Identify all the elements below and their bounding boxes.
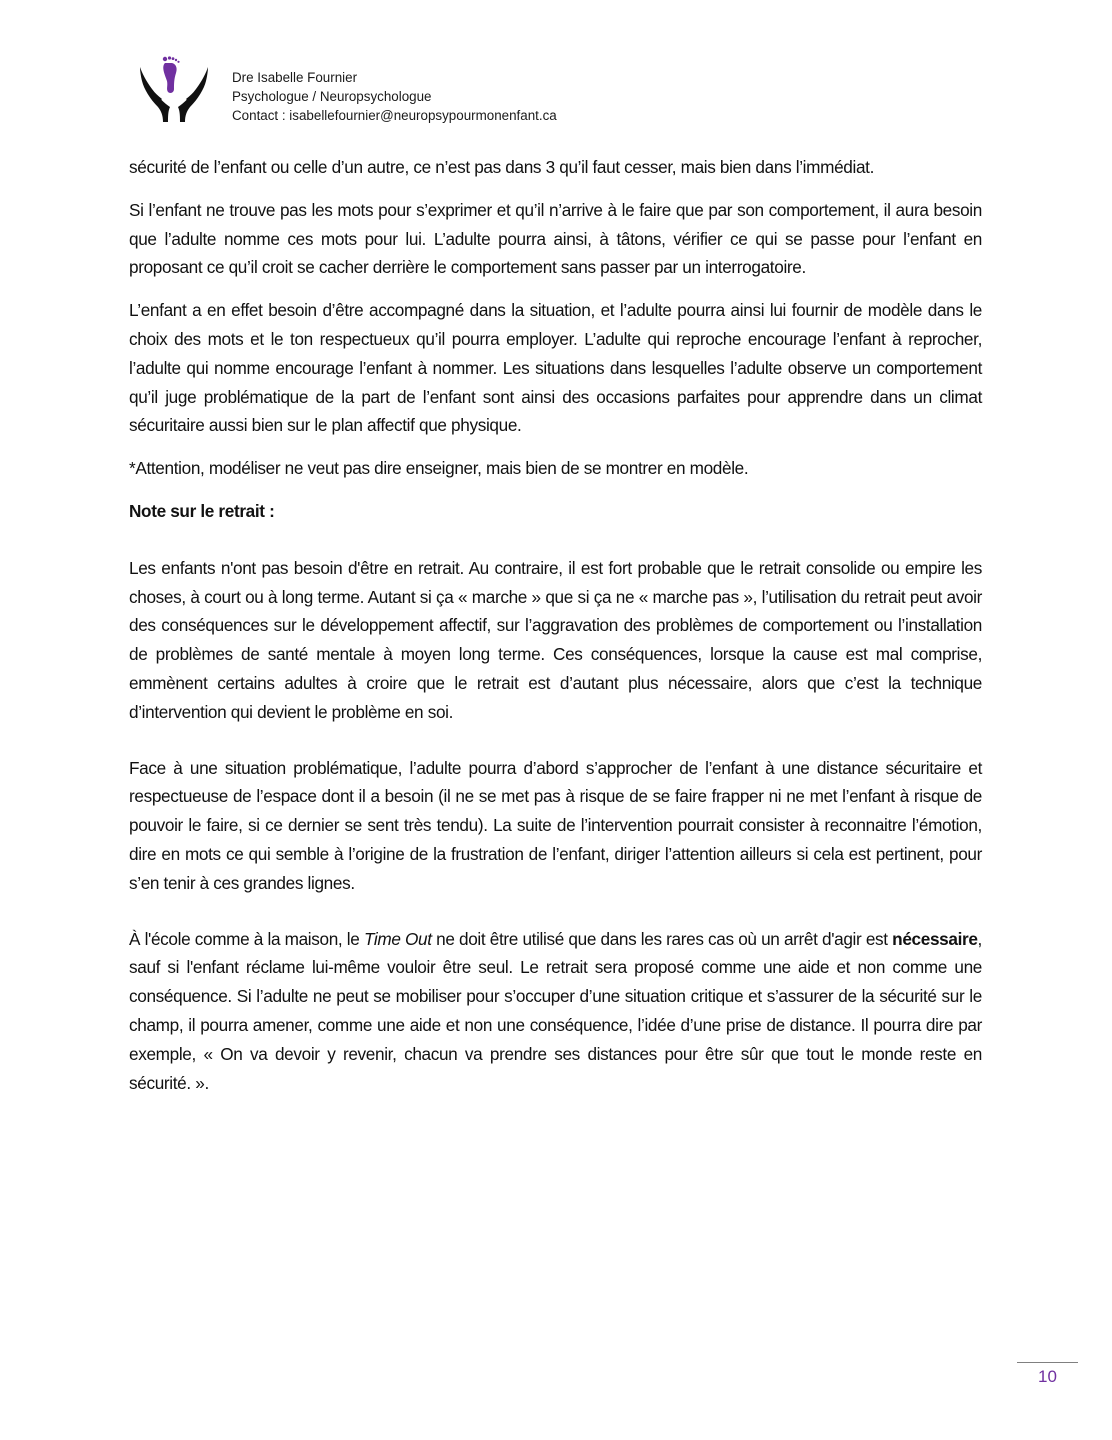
letterhead-text xyxy=(232,68,557,125)
paragraph-2: Si l’enfant ne trouve pas les mots pour s’exprimer et qu’il n’arrive à le faire que par son comportement, il aura besoin que l’adulte nomme ces mots pour lui. L’adulte pourra ainsi, à tâtons, vérifier ce qui se passe pour l’enfant en proposant ce qu’il croit se cacher derrière le comportement sans passer par un interrogatoire. xyxy=(129,199,982,278)
p7-text-2: ne doit être utilisé que dans les rares cas où un arrêt d'agir est xyxy=(431,928,893,949)
p7-bold-necessaire: nécessaire xyxy=(892,928,978,949)
author-contact: Contact : isabellefournier@neuropsypourmonenfant.ca xyxy=(232,108,557,123)
hands-holding-foot-logo-icon xyxy=(138,55,210,123)
paragraph-7 xyxy=(129,925,982,1098)
footer-divider xyxy=(1017,1362,1078,1363)
p7-text-1: À l'école comme à la maison, le xyxy=(129,928,364,949)
attention-note: *Attention, modéliser ne veut pas dire enseigner, mais bien de se montrer en modèle. xyxy=(129,458,749,479)
author-title: Psychologue / Neuropsychologue xyxy=(232,89,432,104)
paragraph-1: sécurité de l’enfant ou celle d’un autre, ce n’est pas dans 3 qu’il faut cesser, mais bien dans l’immédiat. xyxy=(129,157,875,177)
paragraph-5: Les enfants n'ont pas besoin d'être en retrait. Au contraire, il est fort probable que le retrait consolide ou empire les choses, à court ou à long terme. Autant si ça « marche » que si ça ne « marche pas », l’utilisation du retrait peut avoir des conséquences sur le développement affectif, sur l’aggravation des problèmes de comportement ou l’installation de problèmes de santé mentale à moyen long terme. Ces conséquences, lorsque la cause est mal comprise, emmènent certains adultes à croire que le retrait est d’autant plus nécessaire, alors que c’est la technique d’intervention qui devient le problème en soi. xyxy=(129,557,982,722)
paragraph-3: L’enfant a en effet besoin d’être accompagné dans la situation, et l’adulte pourra ainsi lui fournir de modèle dans le choix des mots et le ton respectueux qu’il pourra employer. L’adulte qui reproche encourage l’enfant à reprocher, l’adulte qui nomme encourage l’enfant à nommer. Les situations dans lesquelles l’adulte observe un comportement qu’il juge problématique de la part de l’enfant sont ainsi des occasions parfaites pour apprendre dans un climat sécuritaire aussi bien sur le plan affectif que physique. xyxy=(129,300,982,436)
section-heading-retrait: Note sur le retrait : xyxy=(129,500,275,521)
paragraph-6: Face à une situation problématique, l’adulte pourra d’abord s’approcher de l’enfant à une distance sécuritaire et respectueuse de l’espace dont il a besoin (il ne se met pas à risque de se faire frapper ni ne met l’enfant à risque de pouvoir le faire, si ce dernier se sent très tendu). La suite de l’intervention pourrait consister à reconnaitre l’émotion, dire en mots ce qui semble à l’origine de la frustration de l’enfant, diriger l’attention ailleurs si cela est pertinent, pour s’en tenir à ces grandes lignes. xyxy=(129,757,982,893)
page-number: 10 xyxy=(1038,1367,1057,1386)
p7-italic-time-out: Time Out xyxy=(363,928,432,949)
author-name: Dre Isabelle Fournier xyxy=(232,70,358,85)
document-body xyxy=(129,153,982,1097)
p7-text-3: , sauf si l'enfant réclame lui-même vouloir être seul. Le retrait sera proposé comme une aide et non comme une conséquence. Si l’adulte ne peut se mobiliser pour s’occuper d’une situation critique et s’assurer de la sécurité sur le champ, il pourra amener, comme une aide et non une conséquence, l’idée d’une prise de distance. Il pourra dire par exemple, « On va devoir y revenir, chacun va prendre ses distances pour être sûr que tout le monde reste en sécurité. ». xyxy=(129,928,982,1093)
